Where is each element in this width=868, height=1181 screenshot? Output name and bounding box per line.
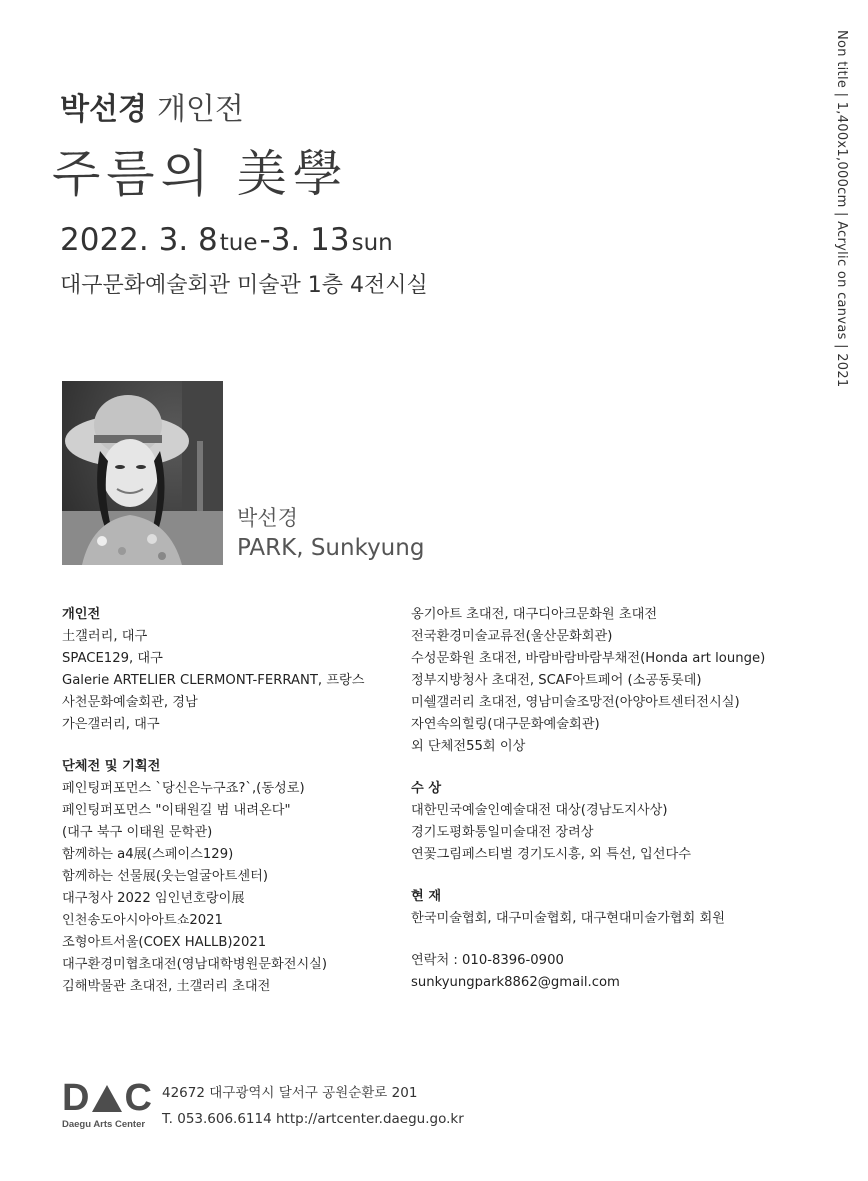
list-item: 전국환경미술교류전(울산문화회관) bbox=[411, 629, 613, 644]
logo-letter-d: D bbox=[62, 1077, 91, 1119]
list-item: 대한민국예술인예술대전 대상(경남도지사상) bbox=[411, 803, 668, 818]
list-item: 옹기아트 초대전, 대구디아크문화원 초대전 bbox=[411, 607, 658, 622]
list-item: 사천문화예술회관, 경남 bbox=[62, 695, 198, 710]
list-item: 대구청사 2022 임인년호랑이展 bbox=[62, 891, 245, 906]
venue: 대구문화예술회관 미술관 1층 4전시실 bbox=[60, 273, 428, 298]
logo-triangle-icon bbox=[92, 1085, 122, 1112]
footer-contact bbox=[162, 1080, 464, 1132]
contact-phone: 연락처 : 010-8396-0900 bbox=[411, 953, 564, 968]
list-item: 미쉘갤러리 초대전, 영남미술조망전(아양아트센터전시실) bbox=[411, 695, 740, 710]
list-item: 대구환경미협초대전(영남대학병원문화전시실) bbox=[62, 957, 328, 972]
list-item: 페인팅퍼포먼스 "이태원길 범 내려온다" bbox=[62, 803, 291, 818]
date-separator: - bbox=[259, 222, 271, 258]
footer-address: 42672 대구광역시 달서구 공원순환로 201 bbox=[162, 1085, 418, 1101]
artist-portrait-image bbox=[62, 381, 223, 565]
artist-name-heading: 박선경 bbox=[60, 92, 147, 127]
exhibition-title: 주름의 美學 bbox=[52, 145, 349, 203]
exhibition-dates bbox=[60, 222, 395, 258]
career-left-column bbox=[62, 604, 365, 998]
list-item: 경기도평화통일미술대전 장려상 bbox=[411, 825, 594, 840]
artist-title-line bbox=[60, 84, 244, 128]
dac-logo bbox=[62, 1079, 153, 1130]
logo-letter-c: C bbox=[124, 1077, 153, 1119]
list-item: 함께하는 선물展(웃는얼굴아트센터) bbox=[62, 869, 269, 884]
artwork-caption: Non title | 1,400x1,000cm | Acrylic on canvas | 2021 bbox=[834, 30, 849, 388]
list-item: 정부지방청사 초대전, SCAF아트페어 (소공동롯데) bbox=[411, 673, 702, 688]
day-start: tue bbox=[219, 230, 258, 256]
list-item: 조형아트서울(COEX HALLB)2021 bbox=[62, 935, 267, 950]
list-item: 자연속의힐링(대구문화예술회관) bbox=[411, 717, 600, 732]
list-item: 인천송도아시아아트쇼2021 bbox=[62, 913, 223, 928]
logo-subtitle: Daegu Arts Center bbox=[62, 1119, 146, 1130]
current-heading: 현 재 bbox=[411, 889, 442, 904]
list-item: 가은갤러리, 대구 bbox=[62, 717, 160, 732]
artist-photo bbox=[62, 381, 223, 565]
list-item: SPACE129, 대구 bbox=[62, 651, 163, 666]
list-item: 土갤러리, 대구 bbox=[62, 629, 148, 644]
solo-exhibition-heading: 개인전 bbox=[62, 607, 101, 622]
day-end: sun bbox=[351, 230, 393, 256]
career-right-column bbox=[411, 604, 765, 994]
artist-name-ko: 박선경 bbox=[237, 506, 298, 530]
list-item: 페인팅퍼포먼스 `당신은누구죠?`,(동성로) bbox=[62, 781, 305, 796]
list-item: 수성문화원 초대전, 바람바람바람부채전(Honda art lounge) bbox=[411, 651, 766, 666]
date-start: 2022. 3. 8 bbox=[60, 222, 218, 258]
list-item: Galerie ARTELIER CLERMONT-FERRANT, 프랑스 bbox=[62, 673, 365, 688]
list-item: 한국미술협회, 대구미술협회, 대구현대미술가협회 회원 bbox=[411, 911, 725, 926]
awards-heading: 수 상 bbox=[411, 781, 442, 796]
list-item: 연꽃그림페스티벌 경기도시흥, 외 특선, 입선다수 bbox=[411, 847, 691, 862]
exhibition-type: 개인전 bbox=[156, 92, 244, 127]
group-exhibition-heading: 단체전 및 기획전 bbox=[62, 759, 161, 774]
list-item: 김해박물관 초대전, 土갤러리 초대전 bbox=[62, 979, 271, 994]
list-item: 함께하는 a4展(스페이스129) bbox=[62, 847, 234, 862]
date-end: 3. 13 bbox=[270, 222, 350, 258]
artist-name-en: PARK, Sunkyung bbox=[237, 535, 425, 561]
list-item: (대구 북구 이태원 문학관) bbox=[62, 825, 213, 840]
footer-phone-web[interactable]: T. 053.606.6114 http://artcenter.daegu.go.kr bbox=[162, 1111, 464, 1127]
list-item: 외 단체전55회 이상 bbox=[411, 739, 526, 754]
contact-email[interactable]: sunkyungpark8862@gmail.com bbox=[411, 975, 620, 990]
